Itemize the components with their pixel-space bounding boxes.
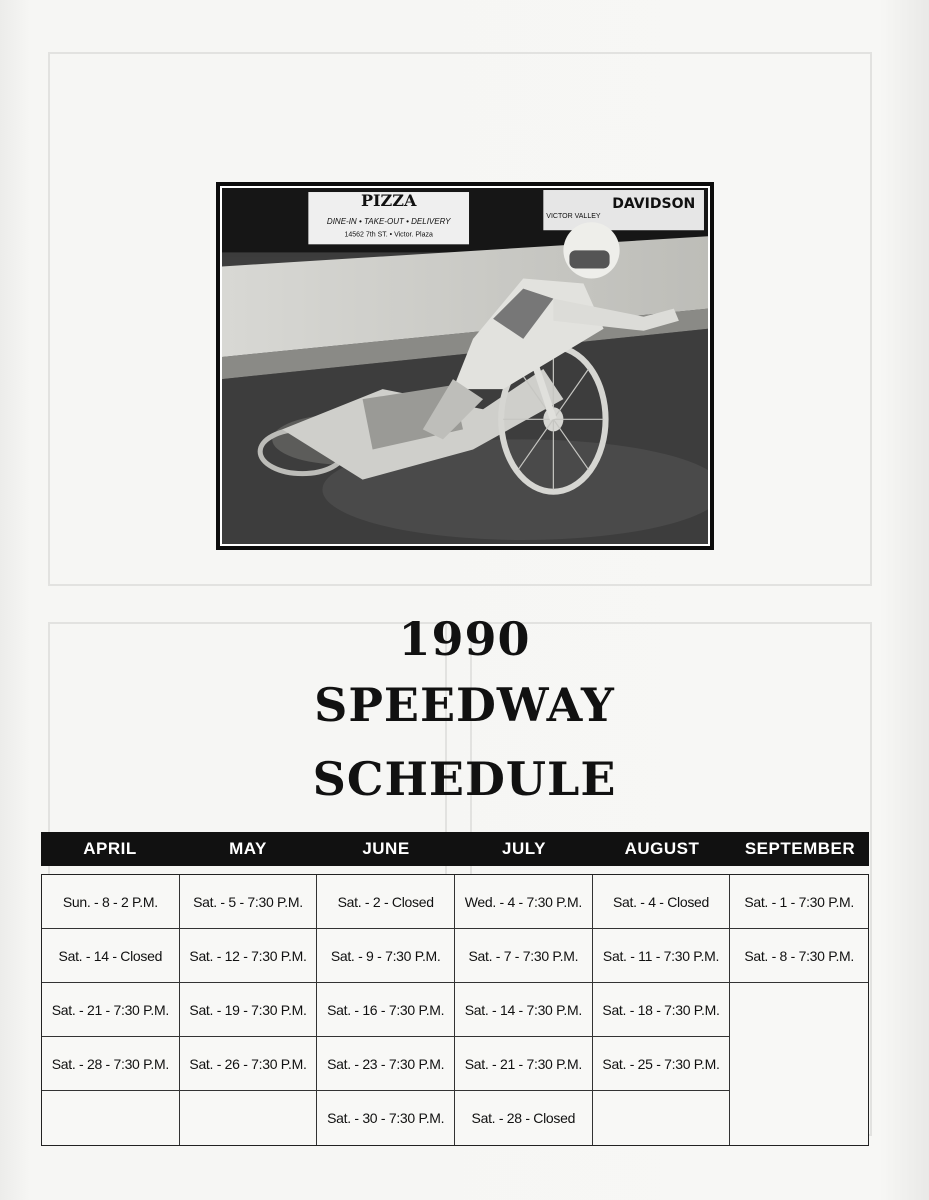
schedule-cell-july-3: Sat. - 14 - 7:30 P.M.: [455, 983, 593, 1037]
sign-victor: VICTOR VALLEY: [546, 213, 601, 221]
schedule-cell-may-4: Sat. - 26 - 7:30 P.M.: [180, 1037, 318, 1091]
schedule-cell-july-2: Sat. - 7 - 7:30 P.M.: [455, 929, 593, 983]
schedule-cell-september-2: Sat. - 8 - 7:30 P.M.: [730, 929, 868, 983]
schedule-cell-august-2: Sat. - 11 - 7:30 P.M.: [593, 929, 731, 983]
schedule-cell-may-2: Sat. - 12 - 7:30 P.M.: [180, 929, 318, 983]
month-header-september: SEPTEMBER: [744, 839, 856, 858]
schedule-cell-june-2: Sat. - 9 - 7:30 P.M.: [317, 929, 455, 983]
schedule-cell-august-3: Sat. - 18 - 7:30 P.M.: [593, 983, 731, 1037]
schedule-cell-april-1: Sun. - 8 - 2 P.M.: [42, 875, 180, 929]
schedule-cell-september-4: [730, 1037, 868, 1091]
schedule-cell-august-1: Sat. - 4 - Closed: [593, 875, 731, 929]
sign-pizza-address: 14562 7th ST. • Victor. Plaza: [344, 231, 433, 239]
title-speedway: SPEEDWAY: [314, 678, 615, 732]
schedule-cell-july-4: Sat. - 21 - 7:30 P.M.: [455, 1037, 593, 1091]
title-year: 1990: [398, 612, 531, 666]
schedule-cell-june-1: Sat. - 2 - Closed: [317, 875, 455, 929]
month-header-may: MAY: [229, 839, 267, 858]
schedule-grid: [41, 874, 869, 1146]
schedule-cell-june-3: Sat. - 16 - 7:30 P.M.: [317, 983, 455, 1037]
sign-pizza-sub: DINE-IN • TAKE-OUT • DELIVERY: [326, 217, 451, 227]
schedule-cell-july-1: Wed. - 4 - 7:30 P.M.: [455, 875, 593, 929]
schedule-cell-july-5: Sat. - 28 - Closed: [455, 1091, 593, 1145]
schedule-cell-may-5: [180, 1091, 318, 1145]
month-header-row: [41, 832, 869, 866]
schedule-cell-september-1: Sat. - 1 - 7:30 P.M.: [730, 875, 868, 929]
schedule-cell-may-3: Sat. - 19 - 7:30 P.M.: [180, 983, 318, 1037]
schedule-cell-april-2: Sat. - 14 - Closed: [42, 929, 180, 983]
schedule-cell-september-5: [730, 1091, 868, 1145]
sign-pizza: PIZZA: [360, 191, 417, 211]
schedule-cell-august-4: Sat. - 25 - 7:30 P.M.: [593, 1037, 731, 1091]
schedule-cell-april-3: Sat. - 21 - 7:30 P.M.: [42, 983, 180, 1037]
schedule-cell-august-5: [593, 1091, 731, 1145]
schedule-cell-april-5: [42, 1091, 180, 1145]
month-header-july: JULY: [502, 839, 546, 858]
month-header-august: AUGUST: [624, 839, 700, 858]
title-schedule: SCHEDULE: [312, 752, 617, 806]
schedule-table: [41, 832, 869, 1146]
schedule-cell-may-1: Sat. - 5 - 7:30 P.M.: [180, 875, 318, 929]
schedule-cell-june-4: Sat. - 23 - 7:30 P.M.: [317, 1037, 455, 1091]
sign-davidson: DAVIDSON: [612, 196, 696, 213]
schedule-cell-april-4: Sat. - 28 - 7:30 P.M.: [42, 1037, 180, 1091]
schedule-cell-june-5: Sat. - 30 - 7:30 P.M.: [317, 1091, 455, 1145]
schedule-cell-september-3: [730, 983, 868, 1037]
photo-illustration: [222, 188, 708, 544]
speedway-rider-photo: [216, 182, 714, 550]
month-header-june: JUNE: [362, 839, 410, 858]
month-header-april: APRIL: [83, 839, 137, 858]
